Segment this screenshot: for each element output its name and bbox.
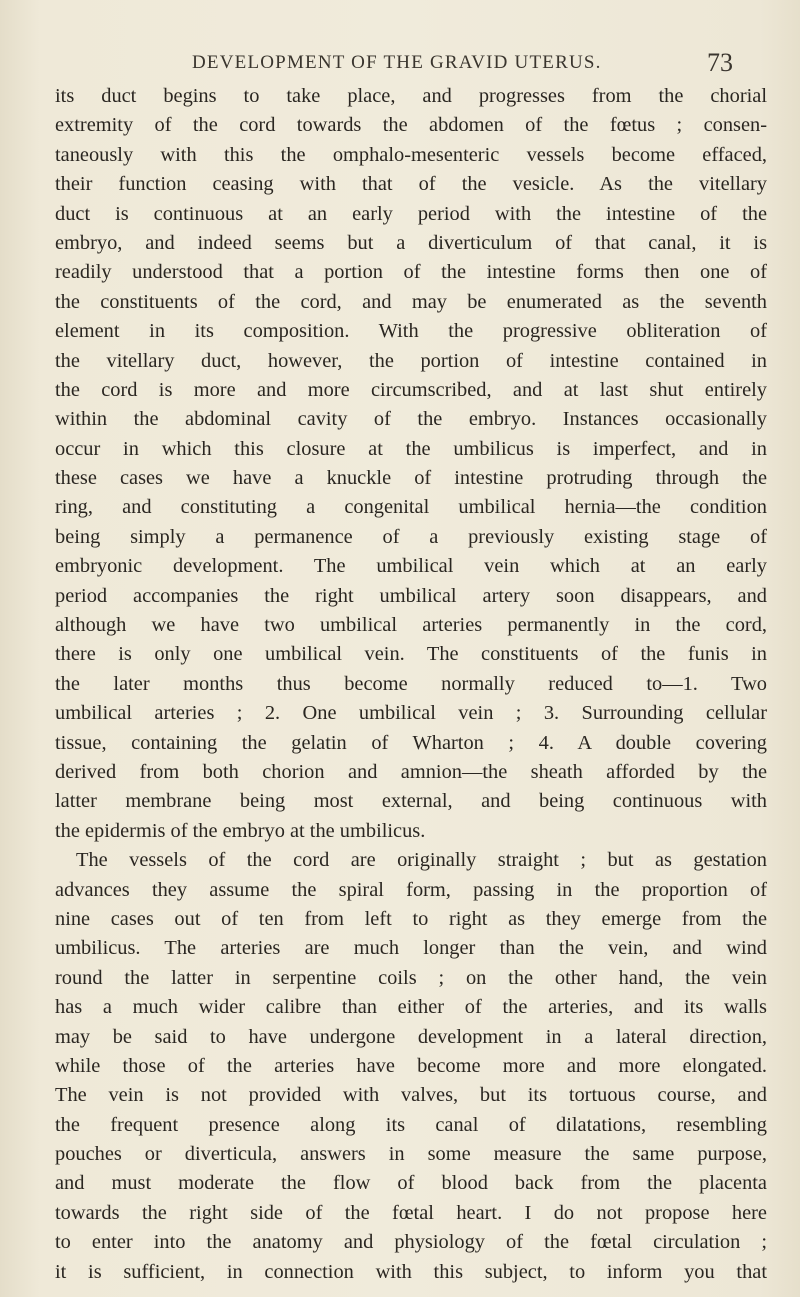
text-line: nine cases out of ten from left to right as they emerge from the bbox=[55, 907, 767, 930]
text-line: latter membrane being most external, and being continuous with bbox=[55, 790, 767, 813]
text-line: extremity of the cord towards the abdomen of the fœtus ; consen- bbox=[55, 114, 767, 137]
text-line: while those of the arteries have become more and more elongated. bbox=[55, 1054, 767, 1077]
text-line: element in its composition. With the progressive obliteration of bbox=[55, 320, 767, 343]
text-line: the later months thus become normally reduced to—1. Two bbox=[55, 672, 767, 695]
text-line: has a much wider calibre than either of the arteries, and its walls bbox=[55, 996, 767, 1019]
text-line: to enter into the anatomy and physiology of the fœtal circulation ; bbox=[55, 1231, 767, 1254]
text-line: ring, and constituting a congenital umbilical hernia—the condition bbox=[55, 496, 767, 519]
text-line: being simply a permanence of a previously existing stage of bbox=[55, 525, 767, 548]
text-line: readily understood that a portion of the intestine forms then one of bbox=[55, 261, 767, 284]
text-line: the epidermis of the embryo at the umbilicus. bbox=[55, 819, 426, 842]
text-line: umbilical arteries ; 2. One umbilical vein ; 3. Surrounding cellular bbox=[55, 702, 767, 725]
text-line: these cases we have a knuckle of intestine protruding through the bbox=[55, 467, 767, 490]
text-line: duct is continuous at an early period with the intestine of the bbox=[55, 202, 767, 225]
text-line: umbilicus. The arteries are much longer than the vein, and wind bbox=[55, 937, 767, 960]
body-text bbox=[55, 82, 767, 1287]
text-line: taneously with this the omphalo-mesenteric vessels become effaced, bbox=[55, 143, 767, 166]
text-line: the vitellary duct, however, the portion of intestine contained in bbox=[55, 349, 767, 372]
page-number: 73 bbox=[707, 48, 733, 77]
text-line: period accompanies the right umbilical artery soon disappears, and bbox=[55, 584, 767, 607]
running-title: DEVELOPMENT OF THE GRAVID UTERUS. bbox=[192, 52, 602, 73]
text-line: the frequent presence along its canal of dilatations, resembling bbox=[55, 1113, 767, 1136]
text-line: it is sufficient, in connection with this subject, to inform you that bbox=[55, 1260, 767, 1283]
running-head bbox=[0, 50, 800, 80]
text-line: derived from both chorion and amnion—the sheath afforded by the bbox=[55, 760, 767, 783]
text-line: and must moderate the flow of blood back from the placenta bbox=[55, 1172, 767, 1195]
text-line: The vessels of the cord are originally straight ; but as gestation bbox=[76, 849, 767, 872]
text-line: advances they assume the spiral form, passing in the proportion of bbox=[55, 878, 767, 901]
text-line: The vein is not provided with valves, but its tortuous course, and bbox=[55, 1084, 767, 1107]
text-line: their function ceasing with that of the vesicle. As the vitellary bbox=[55, 173, 767, 196]
paragraph-1 bbox=[55, 82, 767, 846]
text-line: tissue, containing the gelatin of Wharton ; 4. A double covering bbox=[55, 731, 767, 754]
text-line: the cord is more and more circumscribed, and at last shut entirely bbox=[55, 378, 767, 401]
text-line: its duct begins to take place, and progresses from the chorial bbox=[55, 85, 767, 107]
text-line: embryo, and indeed seems but a diverticulum of that canal, it is bbox=[55, 231, 767, 254]
text-line: towards the right side of the fœtal heart. I do not propose here bbox=[55, 1201, 767, 1224]
text-line: within the abdominal cavity of the embryo. Instances occasionally bbox=[55, 408, 767, 431]
text-line: although we have two umbilical arteries permanently in the cord, bbox=[55, 614, 767, 637]
text-line: there is only one umbilical vein. The constituents of the funis in bbox=[55, 643, 767, 666]
paragraph-2 bbox=[55, 846, 767, 1287]
text-line: the constituents of the cord, and may be enumerated as the seventh bbox=[55, 290, 767, 313]
text-line: occur in which this closure at the umbilicus is imperfect, and in bbox=[55, 437, 767, 460]
text-line: round the latter in serpentine coils ; on the other hand, the vein bbox=[55, 966, 767, 989]
text-line: may be said to have undergone development in a lateral direction, bbox=[55, 1025, 767, 1048]
text-line: embryonic development. The umbilical vein which at an early bbox=[55, 555, 767, 578]
text-line: pouches or diverticula, answers in some measure the same purpose, bbox=[55, 1143, 767, 1166]
